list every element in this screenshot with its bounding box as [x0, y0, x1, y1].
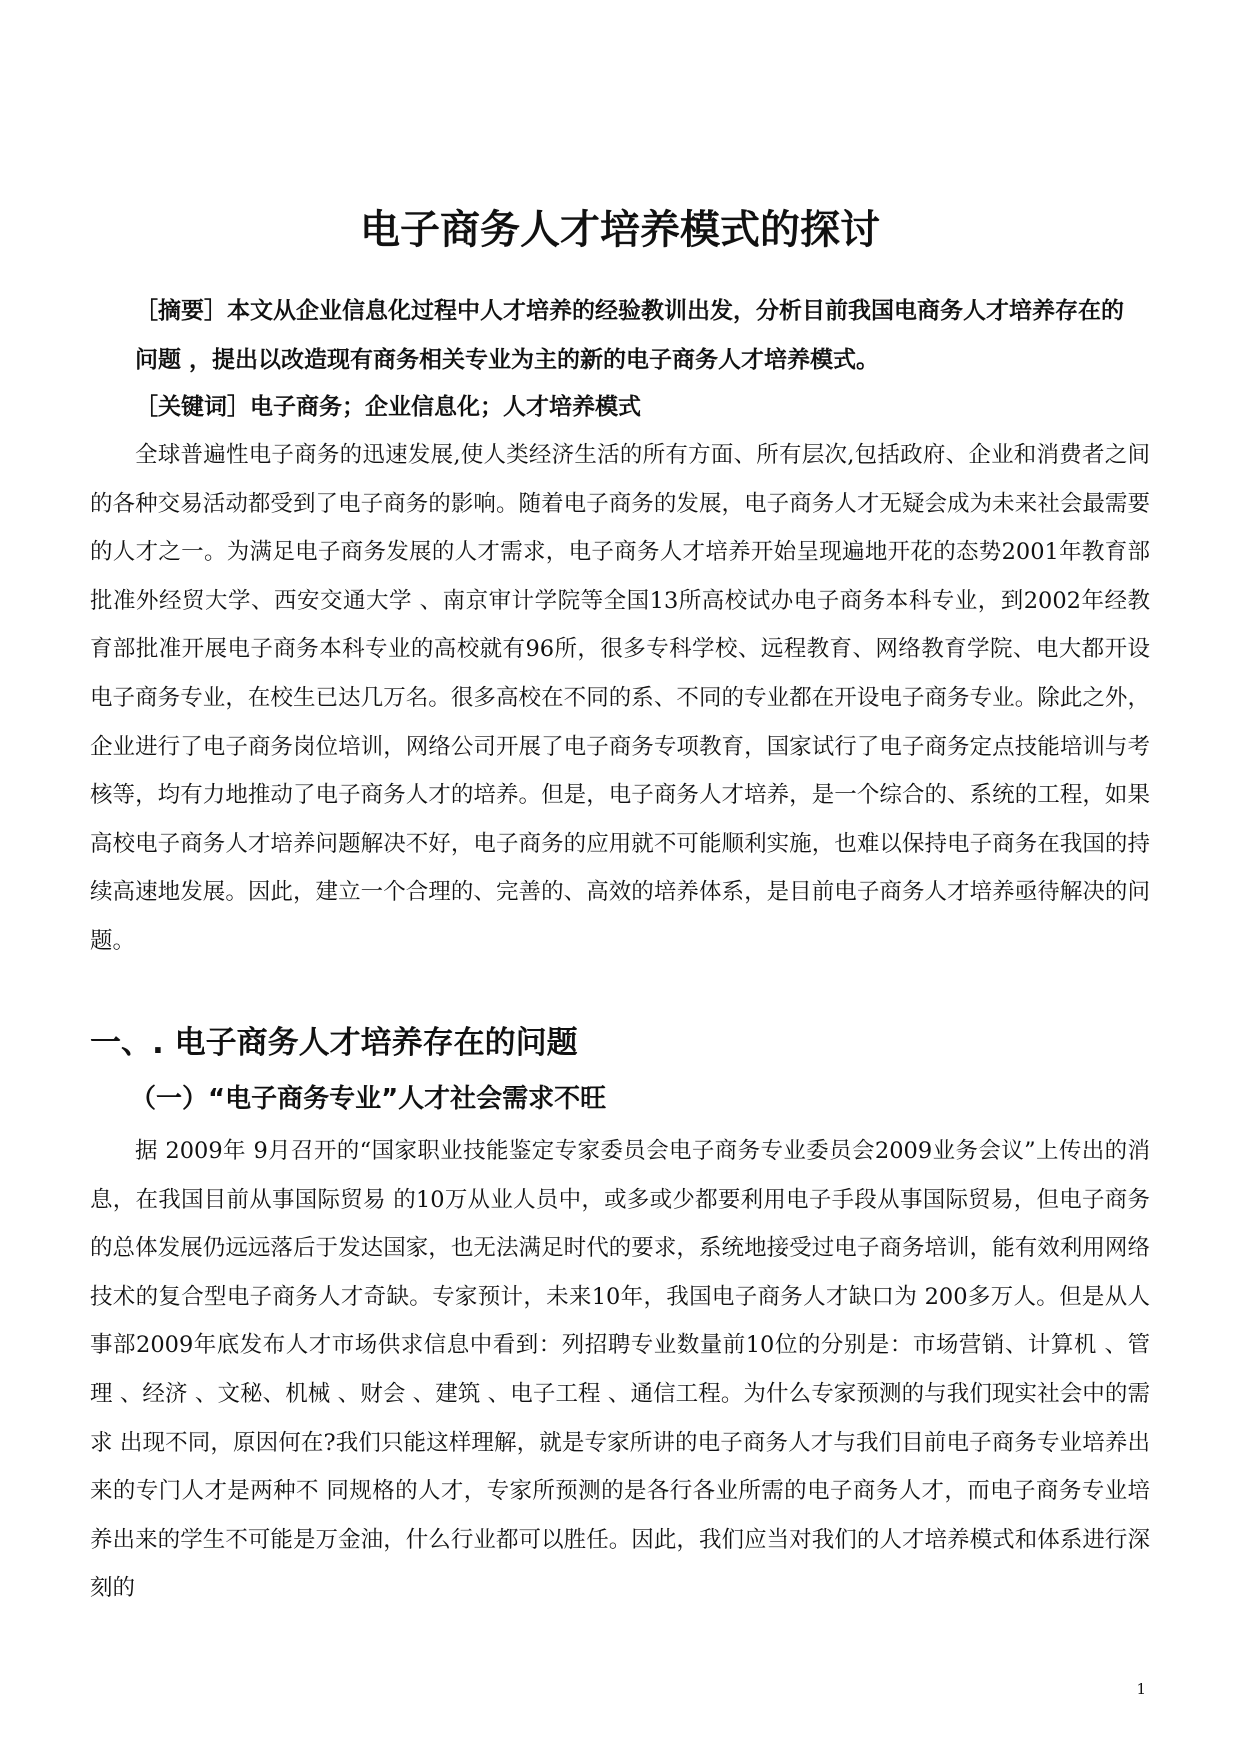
abstract: ［摘要］本文从企业信息化过程中人才培养的经验教训出发，分析目前我国电商务人才培养存在的问题 ，提出以改造现有商务相关专业为主的新的电子商务人才培养模式。 — [135, 298, 1124, 373]
page-number: 1 — [1136, 1680, 1146, 1698]
document-page — [90, 0, 1150, 1755]
body-paragraph-2: 据 2009年 9月召开的“国家职业技能鉴定专家委员会电子商务专业委员会2009业务会议”上传出的消息，在我国目前从事国际贸易 的10万从业人员中，或多或少都要利用电子手段从事国际贸易，但电子商务的总体发展仍远远落后于发达国家，也无法满足时代的要求，系统地接受过电子商务培训，能有效利用网络技术的复合型电子商务人才奇缺。专家预计，未来10年，我国电子商务人才缺口为 200多万人。但是从人事部2009年底发布人才市场供求信息中看到：列招聘专业数量前10位的分别是：市场营销、计算机 、管理 、经济 、文秘、机械 、财会 、建筑 、电子工程 、通信工程。为什么专家预测的与我们现实社会中的需求 出现不同，原因何在?我们只能这样理解，就是专家所讲的电子商务人才与我们目前电子商务专业培养出来的专门人才是两种不 同规格的人才，专家所预测的是各行各业所需的电子商务人才，而电子商务专业培养出来的学生不可能是万金油，什么行业都可以胜任。因此，我们应当对我们的人才培养模式和体系进行深刻的 — [90, 1138, 1150, 1602]
subsection-heading-1: （一）“电子商务专业”人才社会需求不旺 — [130, 1084, 607, 1114]
body-paragraph-1: 全球普遍性电子商务的迅速发展,使人类经济生活的所有方面、所有层次,包括政府、企业和消费者之间的各种交易活动都受到了电子商务的影响。随着电子商务的发展，电子商务人才无疑会成为未来社会最需要的人才之一。为满足电子商务发展的人才需求，电子商务人才培养开始呈现遍地开花的态势2001年教育部批准外经贸大学、西安交通大学 、南京审计学院等全国13所高校试办电子商务本科专业，到2002年经教育部批准开展电子商务本科专业的高校就有96所，很多专科学校、远程教育、网络教育学院、电大都开设电子商务专业，在校生已达几万名。很多高校在不同的系、不同的专业都在开设电子商务专业。除此之外，企业进行了电子商务岗位培训，网络公司开展了电子商务专项教育，国家试行了电子商务定点技能培训与考核等，均有力地推动了电子商务人才的培养。但是，电子商务人才培养，是一个综合的、系统的工程，如果高校电子商务人才培养问题解决不好，电子商务的应用就不可能顺利实施，也难以保持电子商务在我国的持续高速地发展。因此，建立一个合理的、完善的、高效的培养体系，是目前电子商务人才培养亟待解决的问题。 — [90, 442, 1150, 954]
document-title: 电子商务人才培养模式的探讨 — [360, 207, 880, 253]
section-heading-1: 一、. 电子商务人才培养存在的问题 — [90, 1025, 578, 1061]
keywords: ［关键词］电子商务；企业信息化；人才培养模式 — [135, 394, 641, 420]
